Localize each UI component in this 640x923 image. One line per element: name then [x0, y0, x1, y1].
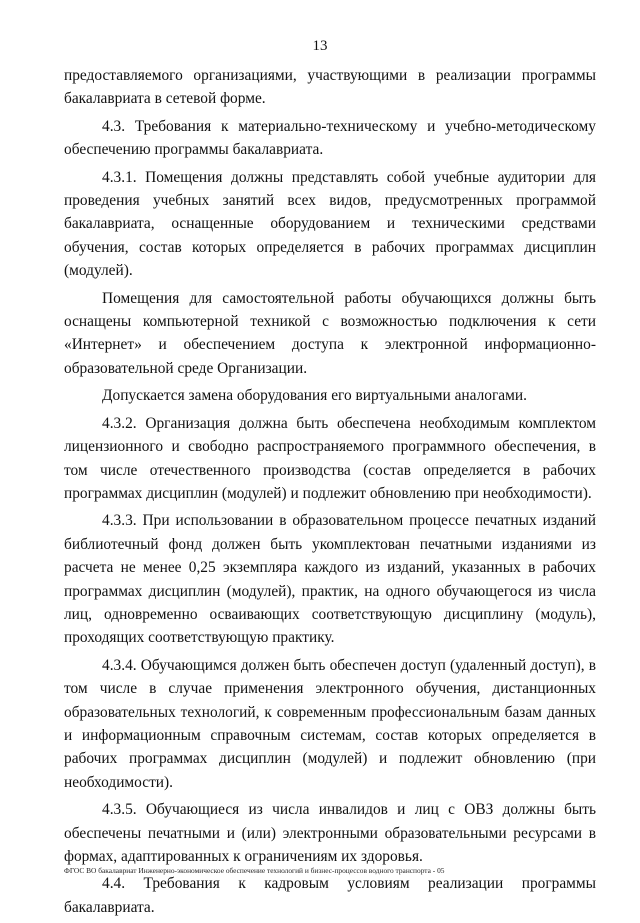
paragraph-virtual-analogs: Допускается замена оборудования его виртуальными аналогами.: [102, 387, 527, 405]
paragraph-continuation: предоставляемого организациями, участвующими в реализации программы бакалавриата в сетевой форме.: [64, 67, 596, 108]
paragraph-4-3-1: 4.3.1. Помещения должны представлять собой учебные аудитории для проведения учебных занятий всех видов, предусмотренных программой бакалавриата, оснащенные оборудованием и техническими средствами обучения, состав которых определяется в рабочих программах дисциплин (модулей).: [64, 168, 596, 280]
page-footer: ФГОС ВО бакалавриат Инженерно-экономическое обеспечение технологий и бизнес-процессов водного транспорта - 05: [64, 866, 445, 875]
paragraph-4-3-3: 4.3.3. При использовании в образовательном процессе печатных изданий библиотечный фонд должен быть укомплектован печатными изданиями из расчета не менее 0,25 экземпляра каждого из изданий, указанных в рабочих программах дисциплин (модулей), практик, на одного обучающегося из числа лиц, одновременно осваивающих соответствующую дисциплину (модуль), проходящих соответствующую практику.: [64, 512, 596, 647]
page-body: [64, 64, 596, 923]
page-number: 13: [312, 38, 328, 54]
paragraph-self-study-rooms: Помещения для самостоятельной работы обучающихся должны быть оснащены компьютерной техникой с возможностью подключения к сети «Интернет» и обеспечением доступа к электронной информационно-образовательной среде Организации.: [64, 289, 596, 377]
paragraph-4-4: 4.4. Требования к кадровым условиям реализации программы бакалавриата.: [64, 875, 596, 916]
paragraph-4-3-5: 4.3.5. Обучающиеся из числа инвалидов и лиц с ОВЗ должны быть обеспечены печатными и (или) электронными образовательными ресурсами в формах, адаптированных к ограничениям их здоровья.: [64, 801, 596, 865]
paragraph-4-3-2: 4.3.2. Организация должна быть обеспечена необходимым комплектом лицензионного и свободно распространяемого программного обеспечения, в том числе отечественного производства (состав определяется в рабочих программах дисциплин (модулей) и подлежит обновлению при необходимости).: [64, 414, 596, 502]
paragraph-4-3: 4.3. Требования к материально-техническому и учебно-методическому обеспечению программы бакалавриата.: [64, 117, 596, 159]
paragraph-4-3-4: 4.3.4. Обучающимся должен быть обеспечен доступ (удаленный доступ), в том числе в случае применения электронного обучения, дистанционных образовательных технологий, к современным профессиональным базам данных и информационным справочным системам, состав которых определяется в рабочих программах дисциплин (модулей) и подлежит обновлению (при необходимости).: [64, 656, 596, 791]
